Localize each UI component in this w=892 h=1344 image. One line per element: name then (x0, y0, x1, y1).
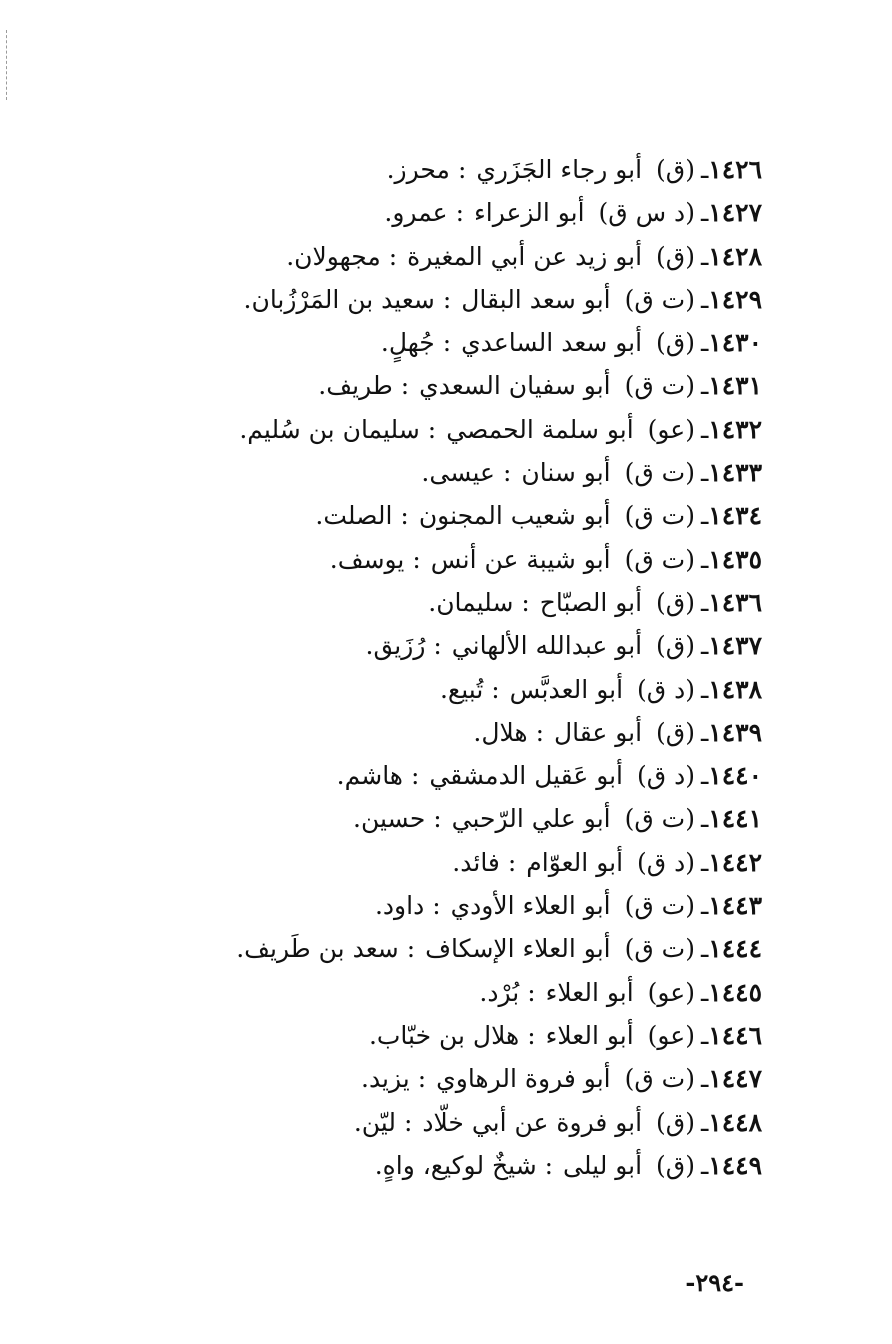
list-item (102, 927, 762, 970)
entry-separator: ـ (700, 414, 709, 444)
entry-end-mark: . (368, 1020, 377, 1050)
entry-narrator: ليّن (361, 1107, 396, 1137)
entry-name: أبو العدبَّس (509, 674, 624, 704)
entry-number: ١٤٤٥ (708, 977, 762, 1007)
entry-symbol: (ق) (656, 155, 695, 184)
entry-narrator: طريف (326, 371, 393, 401)
entry-narrator: داود (382, 891, 425, 921)
entry-separator: ـ (700, 717, 709, 747)
entry-number: ١٤٣٦ (708, 587, 762, 617)
entry-narrator: رُزَيق (373, 631, 426, 661)
entry-separator: ـ (700, 284, 709, 314)
entry-number: ١٤٣٧ (708, 631, 762, 661)
entry-end-mark: . (421, 458, 430, 488)
entry-number: ١٤٤١ (708, 804, 762, 834)
entry-narrator: هلال (481, 717, 528, 747)
entry-end-mark: . (329, 544, 338, 574)
entry-symbol: (ت ق) (624, 284, 695, 314)
entry-colon: : (527, 977, 536, 1007)
entry-colon: : (455, 198, 465, 228)
entry-end-mark: . (439, 674, 448, 704)
entry-number: ١٤٣٢ (708, 414, 762, 444)
entry-end-mark: . (428, 587, 437, 617)
entry-number: ١٤٤٤ (708, 934, 762, 964)
entry-separator: ـ (700, 544, 709, 574)
entry-end-mark: . (374, 1150, 383, 1180)
entry-name: أبو عقال (553, 717, 643, 747)
entry-number: ١٤٤٧ (708, 1064, 762, 1094)
entry-colon: : (491, 674, 500, 704)
entry-number: ١٤٤٨ (708, 1107, 762, 1137)
entry-symbol: (ت ق) (624, 934, 695, 964)
entry-separator: ـ (700, 631, 709, 661)
entry-separator: ـ (700, 891, 709, 921)
list-item (102, 1144, 762, 1187)
entry-number: ١٤٣٨ (708, 674, 762, 704)
list-item (102, 408, 762, 451)
entry-separator: ـ (700, 198, 709, 228)
entry-end-mark: . (386, 155, 395, 184)
entry-narrator: عيسى (429, 458, 495, 488)
entry-separator: ـ (700, 977, 709, 1007)
entry-narrator: عمرو (392, 198, 448, 228)
entry-symbol: (ت ق) (624, 501, 695, 531)
entry-end-mark: . (286, 241, 295, 271)
entry-colon: : (400, 371, 410, 401)
entry-symbol: (ت ق) (624, 458, 695, 488)
entry-colon: : (527, 1020, 536, 1050)
entry-name: أبو شعيب المجنون (418, 501, 611, 531)
entry-symbol: (ق) (656, 717, 695, 747)
entry-end-mark: . (352, 804, 361, 834)
entry-colon: : (432, 891, 441, 921)
list-item (102, 451, 762, 494)
entry-name: أبو العلاء الأودي (450, 891, 611, 921)
list-item (102, 321, 762, 364)
entry-symbol: (د ق) (636, 847, 695, 877)
entry-symbol: (عو) (647, 414, 695, 444)
entry-number: ١٤٢٨ (708, 241, 762, 271)
entry-colon: : (457, 155, 467, 184)
entry-colon: : (388, 241, 398, 271)
entry-symbol: (ت ق) (624, 371, 695, 401)
entry-colon: : (442, 284, 452, 314)
entry-name: أبو الصبّاح (539, 587, 643, 617)
entry-colon: : (403, 1107, 413, 1137)
entry-number: ١٤٣٩ (708, 717, 762, 747)
entry-narrator: جُهلٍ (388, 328, 435, 358)
entry-number: ١٤٢٧ (708, 198, 762, 228)
entry-number: ١٤٣٥ (708, 544, 762, 574)
entry-number: ١٤٤٦ (708, 1020, 762, 1050)
list-item (102, 538, 762, 581)
list-item (102, 364, 762, 407)
entry-end-mark: . (384, 198, 393, 228)
entry-end-mark: . (243, 284, 252, 314)
list-item (102, 884, 762, 927)
entry-narrator: الصلت (323, 501, 393, 531)
entry-number: ١٤٣٣ (708, 458, 762, 488)
entry-name: أبو فروة عن أبي خلّاد (422, 1107, 643, 1137)
entry-end-mark: . (360, 1064, 369, 1094)
entry-end-mark: . (473, 717, 482, 747)
entry-separator: ـ (700, 371, 709, 401)
entry-separator: ـ (700, 501, 709, 531)
scan-edge-marks (6, 30, 7, 100)
entry-symbol: (د ق) (636, 674, 695, 704)
entry-end-mark: . (452, 847, 461, 877)
entry-number: ١٤٢٩ (708, 284, 762, 314)
list-item (102, 581, 762, 624)
entry-name: أبو عَقيل الدمشقي (429, 761, 624, 791)
entry-separator: ـ (700, 934, 709, 964)
entry-number: ١٤٢٦ (708, 155, 762, 184)
entry-symbol: (ت ق) (624, 804, 695, 834)
entry-colon: : (507, 847, 517, 877)
list-item (102, 1057, 762, 1100)
list-item (102, 624, 762, 667)
entry-narrator: فائد (460, 847, 500, 877)
entry-number: ١٤٣٠ (708, 328, 762, 358)
list-item (102, 1101, 762, 1144)
page-number: -٢٩٤- (685, 1268, 744, 1297)
entry-name: أبو زيد عن أبي المغيرة (407, 241, 643, 271)
entry-separator: ـ (700, 804, 709, 834)
entry-colon: : (544, 1150, 554, 1180)
list-item (102, 494, 762, 537)
entry-separator: ـ (700, 1020, 709, 1050)
list-item (102, 841, 762, 884)
entry-symbol: (ت ق) (624, 544, 695, 574)
entry-list (102, 148, 762, 1187)
entry-colon: : (433, 631, 442, 661)
entry-narrator: مجهولان (294, 241, 381, 271)
entry-name: أبو شيبة عن أنس (430, 544, 611, 574)
entry-colon: : (521, 587, 530, 617)
entry-narrator: سعيد بن المَرْزُبان (251, 284, 435, 314)
entry-narrator: يزيد (368, 1064, 410, 1094)
entry-name: أبو العلاء (545, 1020, 634, 1050)
entry-name: أبو رجاء الجَزَري (476, 155, 643, 184)
list-item (102, 191, 762, 234)
entry-name: أبو سفيان السعدي (419, 371, 611, 401)
list-item (102, 971, 762, 1014)
entry-number: ١٤٣٤ (708, 501, 762, 531)
entry-separator: ـ (700, 241, 709, 271)
entry-name: أبو سنان (521, 458, 611, 488)
entry-symbol: (ت ق) (624, 891, 695, 921)
entry-narrator: بُرْد (487, 977, 520, 1007)
entry-colon: : (535, 717, 545, 747)
entry-separator: ـ (700, 328, 709, 358)
entry-end-mark: . (353, 1107, 362, 1137)
entry-end-mark: . (315, 501, 324, 531)
entry-name: أبو فروة الرهاوي (436, 1064, 611, 1094)
entry-end-mark: . (239, 414, 248, 444)
entry-separator: ـ (700, 674, 709, 704)
entry-number: ١٤٤٢ (708, 847, 762, 877)
list-item (102, 278, 762, 321)
entry-narrator: شيخٌ لوكيع، واهٍ (382, 1150, 537, 1180)
entry-narrator: حسين (360, 804, 426, 834)
entry-name: أبو العلاء (545, 977, 634, 1007)
entry-symbol: (ق) (656, 587, 695, 617)
entry-name: أبو عبدالله الألهاني (451, 631, 643, 661)
entry-symbol: (ق) (656, 328, 695, 358)
entry-name: أبو العلاء الإسكاف (425, 934, 611, 964)
entry-colon: : (502, 458, 512, 488)
entry-end-mark: . (380, 328, 389, 358)
entry-end-mark: . (365, 631, 374, 661)
entry-symbol: (ق) (656, 1107, 695, 1137)
entry-number: ١٤٤٩ (708, 1150, 762, 1180)
entry-end-mark: . (479, 977, 488, 1007)
list-item (102, 711, 762, 754)
entry-symbol: (د ق) (636, 761, 695, 791)
entry-narrator: سليمان بن سُليم (247, 414, 420, 444)
entry-end-mark: . (336, 761, 345, 791)
entry-number: ١٤٣١ (708, 371, 762, 401)
entry-name: أبو العوّام (526, 847, 624, 877)
entry-colon: : (406, 934, 416, 964)
entry-number: ١٤٤٣ (708, 891, 762, 921)
entry-separator: ـ (700, 1150, 709, 1180)
entry-name: أبو سعد البقال (461, 284, 611, 314)
entry-end-mark: . (236, 934, 245, 964)
entry-separator: ـ (700, 1107, 709, 1137)
entry-end-mark: . (374, 891, 383, 921)
list-item (102, 668, 762, 711)
entry-symbol: (د س ق) (598, 198, 695, 228)
entry-narrator: يوسف (337, 544, 405, 574)
entry-narrator: محرز (394, 155, 450, 184)
entry-name: أبو سلمة الحمصي (446, 414, 634, 444)
entry-symbol: (عو) (647, 977, 695, 1007)
entry-number: ١٤٤٠ (708, 761, 762, 791)
list-item (102, 1014, 762, 1057)
list-item (102, 797, 762, 840)
entry-narrator: هاشم (344, 761, 403, 791)
entry-colon: : (433, 804, 442, 834)
entry-colon: : (411, 761, 420, 791)
list-item (102, 754, 762, 797)
list-item (102, 235, 762, 278)
entry-name: أبو الزعراء (474, 198, 585, 228)
list-item (102, 148, 762, 191)
entry-separator: ـ (700, 587, 709, 617)
entry-separator: ـ (700, 155, 709, 184)
entry-narrator: سعد بن طَريف (244, 934, 399, 964)
entry-separator: ـ (700, 761, 709, 791)
entry-colon: : (400, 501, 409, 531)
entry-name: أبو سعد الساعدي (461, 328, 643, 358)
entry-name: أبو علي الرّحبي (451, 804, 611, 834)
entry-separator: ـ (700, 1064, 709, 1094)
entry-colon: : (427, 414, 437, 444)
entry-symbol: (ق) (656, 1150, 695, 1180)
entry-symbol: (عو) (647, 1020, 695, 1050)
entry-colon: : (417, 1064, 427, 1094)
entry-symbol: (ق) (656, 631, 695, 661)
entry-narrator: تُبيع (447, 674, 484, 704)
entry-name: أبو ليلى (563, 1150, 643, 1180)
entry-end-mark: . (318, 371, 327, 401)
entry-symbol: (ت ق) (624, 1064, 695, 1094)
entry-narrator: سليمان (436, 587, 514, 617)
entry-symbol: (ق) (656, 241, 695, 271)
entry-separator: ـ (700, 847, 709, 877)
entry-separator: ـ (700, 458, 709, 488)
entry-narrator: هلال بن خبّاب (376, 1020, 520, 1050)
entry-colon: : (412, 544, 421, 574)
entry-colon: : (442, 328, 452, 358)
